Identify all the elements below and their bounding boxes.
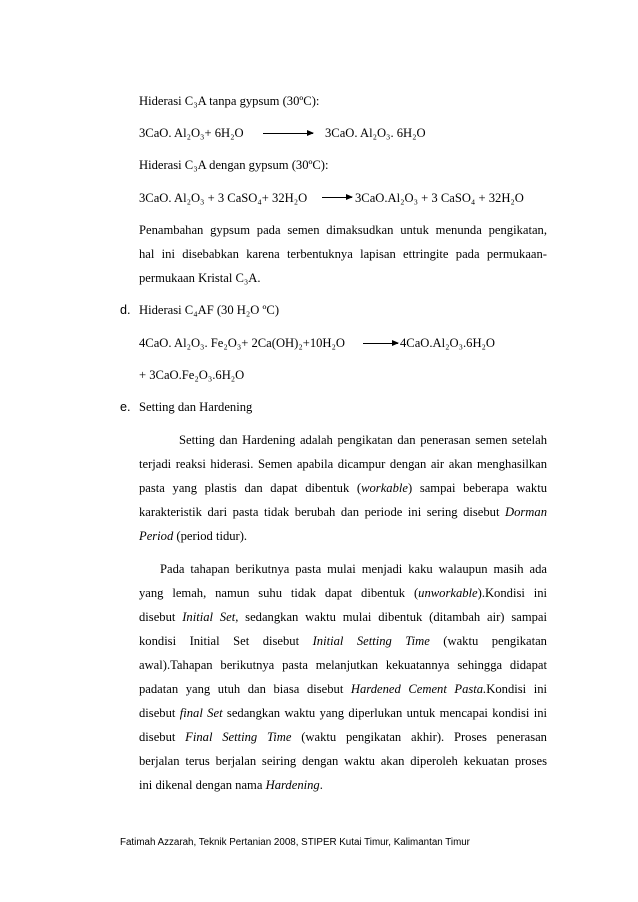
reaction-3-products: 4CaO.Al₂O₃.6H₂O [400,336,496,350]
reaction-2-reactants: 3CaO. Al₂O₃ + 3 CaSO₄+ 32H₂O [139,191,308,205]
paragraph-stage-line-9: berjalan terus berjalan seiring dengan waktu akan diperoleh kekuatan proses [139,754,547,768]
paragraph-setting-line-2: terjadi reaksi hiderasi. Semen apabila dicampur dengan air akan menghasilkan [139,457,547,471]
paragraph-stage-line-7: disebut final Set sedangkan waktu yang diperlukan untuk mencapai kondisi ini [139,706,547,720]
paragraph-stage-line-10: ini dikenal dengan nama Hardening. [139,778,323,792]
reaction-3-products-cont: + 3CaO.Fe₂O₃.6H₂O [139,368,245,382]
paragraph-gypsum-line-3: permukaan Kristal C₃A. [139,271,261,285]
paragraph-stage-line-8: disebut Final Setting Time (waktu pengikatan akhir). Proses penerasan [139,730,547,744]
paragraph-setting-line-3: pasta yang plastis dan dapat dibentuk (workable) sampai beberapa waktu [139,481,547,495]
heading-setting-hardening: Setting dan Hardening [139,400,253,414]
reaction-1-reactants: 3CaO. Al₂O₃+ 6H₂O [139,126,244,140]
list-label-e: e. [120,400,131,414]
heading-c3a-with-gypsum: Hiderasi C₃A dengan gypsum (30ºC): [139,158,329,172]
heading-c3a-without-gypsum: Hiderasi C₃A tanpa gypsum (30ºC): [139,94,320,108]
paragraph-stage-line-5: awal).Tahapan berikutnya pasta melanjutkan kekuatannya sehingga didapat [139,658,547,672]
heading-c4af: Hiderasi C₄AF (30 H₂O ºC) [139,303,280,317]
list-label-d: d. [120,303,131,317]
reaction-arrow-1 [263,133,313,134]
paragraph-gypsum-line-1: Penambahan gypsum pada semen dimaksudkan untuk menunda pengikatan, [139,223,547,237]
reaction-3-reactants: 4CaO. Al₂O₃. Fe₂O₃+ 2Ca(OH)₂+10H₂O [139,336,346,350]
reaction-2-products: 3CaO.Al₂O₃ + 3 CaSO₄ + 32H₂O [355,191,524,205]
paragraph-setting-line-5: Period (period tidur). [139,529,248,543]
page-footer: Fatimah Azzarah, Teknik Pertanian 2008, STIPER Kutai Timur, Kalimantan Timur [120,837,470,848]
reaction-1-products: 3CaO. Al₂O₃. 6H₂O [325,126,426,140]
reaction-arrow-3 [363,343,398,344]
paragraph-stage-line-3: disebut Initial Set, sedangkan waktu mulai dibentuk (ditambah air) sampai [139,610,547,624]
paragraph-setting-line-4: karakteristik dari pasta tidak berubah dan periode ini sering disebut Dorman [139,505,547,519]
paragraph-stage-line-2: yang lemah, namun suhu tidak dapat dibentuk (unworkable).Kondisi ini [139,586,547,600]
paragraph-setting-line-1: Setting dan Hardening adalah pengikatan dan penerasan semen setelah [179,433,547,447]
paragraph-stage-line-4: kondisi Initial Set disebut Initial Setting Time (waktu pengikatan [139,634,547,648]
paragraph-stage-line-1: Pada tahapan berikutnya pasta mulai menjadi kaku walaupun masih ada [160,562,547,576]
reaction-arrow-2 [322,197,352,198]
paragraph-gypsum-line-2: hal ini disebabkan karena terbentuknya lapisan ettringite pada permukaan- [139,247,547,261]
paragraph-stage-line-6: padatan yang utuh dan biasa disebut Hardened Cement Pasta.Kondisi ini [139,682,548,696]
